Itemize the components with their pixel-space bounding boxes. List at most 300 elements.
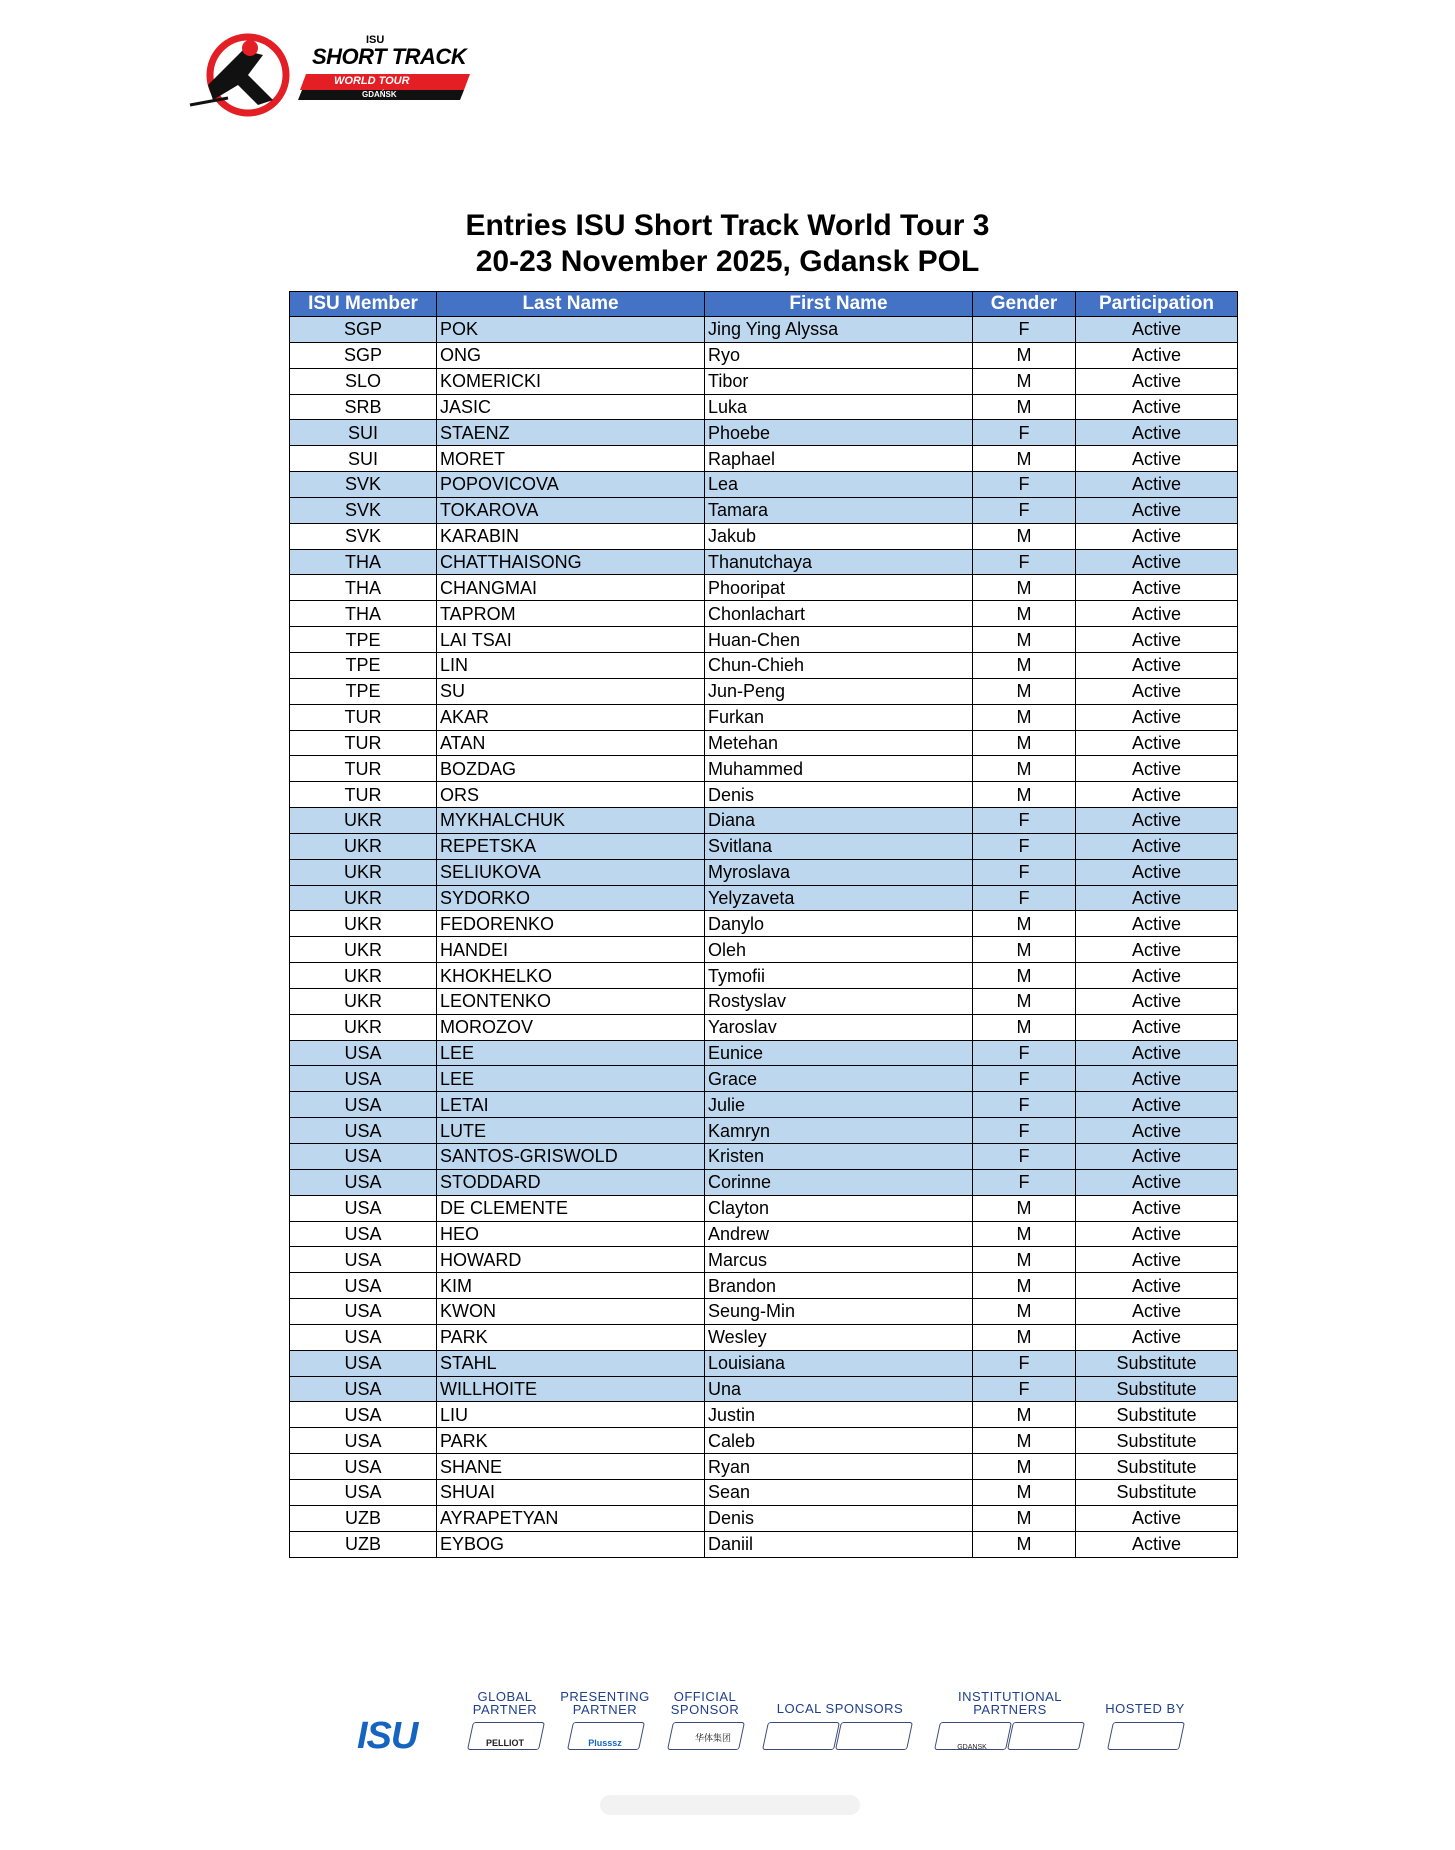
table-row: [290, 1014, 1238, 1040]
cell-participation: Active: [1076, 1092, 1238, 1118]
cell-isu-member: UKR: [290, 808, 437, 834]
table-row: [290, 1195, 1238, 1221]
cell-participation: Active: [1076, 1505, 1238, 1531]
cell-last-name: SELIUKOVA: [437, 859, 705, 885]
plusssz-text: Plusssz: [588, 1738, 622, 1748]
cell-last-name: HEO: [437, 1221, 705, 1247]
cell-participation: Active: [1076, 523, 1238, 549]
cell-participation: Active: [1076, 1066, 1238, 1092]
cell-first-name: Andrew: [705, 1221, 973, 1247]
document-title: [0, 208, 1455, 280]
cell-first-name: Oleh: [705, 937, 973, 963]
table-row: [290, 1376, 1238, 1402]
cell-participation: Active: [1076, 317, 1238, 343]
table-row: [290, 652, 1238, 678]
presenting-partner-label: PRESENTING PARTNER: [560, 1689, 650, 1717]
table-row: [290, 1273, 1238, 1299]
cell-last-name: STAENZ: [437, 420, 705, 446]
cell-participation: Active: [1076, 472, 1238, 498]
cell-isu-member: SRB: [290, 394, 437, 420]
cell-first-name: Kamryn: [705, 1118, 973, 1144]
table-row: [290, 1324, 1238, 1350]
header-isu-member: ISU Member: [290, 292, 437, 317]
host-logo: [1107, 1722, 1185, 1750]
cell-gender: M: [973, 1479, 1076, 1505]
cell-gender: M: [973, 627, 1076, 653]
cell-isu-member: TUR: [290, 730, 437, 756]
cell-participation: Active: [1076, 678, 1238, 704]
cell-first-name: Tamara: [705, 497, 973, 523]
cell-first-name: Chun-Chieh: [705, 652, 973, 678]
cell-first-name: Louisiana: [705, 1350, 973, 1376]
cell-first-name: Raphael: [705, 446, 973, 472]
cell-isu-member: SGP: [290, 342, 437, 368]
cell-isu-member: THA: [290, 575, 437, 601]
cell-first-name: Eunice: [705, 1040, 973, 1066]
cell-participation: Active: [1076, 342, 1238, 368]
cell-last-name: JASIC: [437, 394, 705, 420]
cell-isu-member: TPE: [290, 652, 437, 678]
cell-participation: Active: [1076, 730, 1238, 756]
cell-gender: F: [973, 859, 1076, 885]
cell-participation: Active: [1076, 368, 1238, 394]
cell-isu-member: USA: [290, 1376, 437, 1402]
table-row: [290, 1092, 1238, 1118]
cell-last-name: HANDEI: [437, 937, 705, 963]
cell-first-name: Caleb: [705, 1428, 973, 1454]
title-line-2: 20-23 November 2025, Gdansk POL: [475, 245, 980, 278]
cell-participation: Active: [1076, 1221, 1238, 1247]
cell-participation: Active: [1076, 1195, 1238, 1221]
cell-participation: Active: [1076, 1040, 1238, 1066]
table-row: [290, 988, 1238, 1014]
cell-last-name: LIN: [437, 652, 705, 678]
cell-gender: M: [973, 1299, 1076, 1325]
cell-isu-member: TPE: [290, 627, 437, 653]
cell-participation: Substitute: [1076, 1402, 1238, 1428]
table-row: [290, 446, 1238, 472]
cell-last-name: SHANE: [437, 1454, 705, 1480]
cell-gender: M: [973, 368, 1076, 394]
cell-first-name: Marcus: [705, 1247, 973, 1273]
cell-gender: F: [973, 1040, 1076, 1066]
cell-last-name: TAPROM: [437, 601, 705, 627]
table-row: [290, 1505, 1238, 1531]
cell-isu-member: SVK: [290, 497, 437, 523]
cell-first-name: Julie: [705, 1092, 973, 1118]
cell-first-name: Seung-Min: [705, 1299, 973, 1325]
cell-participation: Substitute: [1076, 1428, 1238, 1454]
header-first-name: First Name: [705, 292, 973, 317]
cell-gender: F: [973, 420, 1076, 446]
cell-gender: F: [973, 808, 1076, 834]
table-row: [290, 678, 1238, 704]
cell-first-name: Una: [705, 1376, 973, 1402]
cell-last-name: POK: [437, 317, 705, 343]
cell-last-name: BOZDAG: [437, 756, 705, 782]
cell-gender: M: [973, 342, 1076, 368]
cell-isu-member: USA: [290, 1118, 437, 1144]
cell-participation: Active: [1076, 859, 1238, 885]
cell-last-name: ONG: [437, 342, 705, 368]
cell-participation: Active: [1076, 394, 1238, 420]
cell-isu-member: UKR: [290, 937, 437, 963]
cell-isu-member: UKR: [290, 859, 437, 885]
institutional-partners-label: INSTITUTIONAL PARTNERS: [957, 1689, 1062, 1717]
cell-participation: Active: [1076, 420, 1238, 446]
table-row: [290, 627, 1238, 653]
cell-isu-member: THA: [290, 601, 437, 627]
cell-participation: Active: [1076, 756, 1238, 782]
cell-isu-member: USA: [290, 1454, 437, 1480]
cell-last-name: DE CLEMENTE: [437, 1195, 705, 1221]
cell-last-name: LEE: [437, 1066, 705, 1092]
cell-participation: Active: [1076, 1531, 1238, 1557]
local-sponsor-2-logo: [835, 1722, 913, 1750]
cell-last-name: POPOVICOVA: [437, 472, 705, 498]
local-sponsor-1-logo: [762, 1722, 840, 1750]
cell-first-name: Muhammed: [705, 756, 973, 782]
table-row: [290, 1040, 1238, 1066]
cell-gender: M: [973, 1247, 1076, 1273]
cell-participation: Active: [1076, 575, 1238, 601]
cell-last-name: KOMERICKI: [437, 368, 705, 394]
cell-last-name: AYRAPETYAN: [437, 1505, 705, 1531]
cell-gender: F: [973, 497, 1076, 523]
cell-first-name: Brandon: [705, 1273, 973, 1299]
cell-gender: F: [973, 472, 1076, 498]
cell-participation: Substitute: [1076, 1479, 1238, 1505]
cell-gender: M: [973, 1195, 1076, 1221]
cell-isu-member: USA: [290, 1428, 437, 1454]
header-participation: Participation: [1076, 292, 1238, 317]
cell-gender: F: [973, 1350, 1076, 1376]
cell-first-name: Denis: [705, 1505, 973, 1531]
cell-first-name: Kristen: [705, 1144, 973, 1170]
cell-first-name: Justin: [705, 1402, 973, 1428]
cell-last-name: LIU: [437, 1402, 705, 1428]
cell-isu-member: TUR: [290, 756, 437, 782]
table-row: [290, 1066, 1238, 1092]
cell-last-name: KIM: [437, 1273, 705, 1299]
cell-isu-member: USA: [290, 1169, 437, 1195]
table-row: [290, 1144, 1238, 1170]
cell-first-name: Sean: [705, 1479, 973, 1505]
cell-participation: Active: [1076, 704, 1238, 730]
local-sponsors-label: LOCAL SPONSORS: [776, 1701, 904, 1716]
table-row: [290, 782, 1238, 808]
cell-last-name: KARABIN: [437, 523, 705, 549]
cell-isu-member: UKR: [290, 885, 437, 911]
cell-participation: Substitute: [1076, 1376, 1238, 1402]
cell-first-name: Myroslava: [705, 859, 973, 885]
table-row: [290, 1531, 1238, 1557]
cell-gender: F: [973, 1169, 1076, 1195]
cell-first-name: Tymofii: [705, 963, 973, 989]
cell-isu-member: TUR: [290, 704, 437, 730]
cell-isu-member: THA: [290, 549, 437, 575]
cell-last-name: SYDORKO: [437, 885, 705, 911]
cell-participation: Active: [1076, 1299, 1238, 1325]
cell-isu-member: USA: [290, 1299, 437, 1325]
cell-gender: F: [973, 885, 1076, 911]
pelliot-text: PELLIOT: [486, 1738, 524, 1748]
ministry-logo: [1007, 1722, 1085, 1750]
cell-last-name: SANTOS-GRISWOLD: [437, 1144, 705, 1170]
cell-last-name: MYKHALCHUK: [437, 808, 705, 834]
cell-first-name: Grace: [705, 1066, 973, 1092]
cell-isu-member: USA: [290, 1350, 437, 1376]
short-track-logo: [188, 30, 473, 120]
cell-first-name: Rostyslav: [705, 988, 973, 1014]
table-row: [290, 342, 1238, 368]
cell-participation: Active: [1076, 601, 1238, 627]
cell-gender: F: [973, 1092, 1076, 1118]
cell-gender: M: [973, 575, 1076, 601]
cell-first-name: Phoebe: [705, 420, 973, 446]
cell-gender: F: [973, 1066, 1076, 1092]
cell-participation: Active: [1076, 885, 1238, 911]
cell-first-name: Danylo: [705, 911, 973, 937]
cell-first-name: Yelyzaveta: [705, 885, 973, 911]
cell-first-name: Daniil: [705, 1531, 973, 1557]
cell-first-name: Tibor: [705, 368, 973, 394]
cell-gender: M: [973, 1324, 1076, 1350]
cell-isu-member: SVK: [290, 472, 437, 498]
cell-isu-member: USA: [290, 1402, 437, 1428]
logo-gdansk-text: GDAŃSK: [362, 90, 397, 99]
cell-first-name: Lea: [705, 472, 973, 498]
cell-first-name: Furkan: [705, 704, 973, 730]
cell-first-name: Ryan: [705, 1454, 973, 1480]
cell-isu-member: USA: [290, 1247, 437, 1273]
cell-isu-member: UKR: [290, 1014, 437, 1040]
cell-first-name: Phooripat: [705, 575, 973, 601]
cell-gender: M: [973, 988, 1076, 1014]
cell-last-name: PARK: [437, 1324, 705, 1350]
logo-world-tour-text: WORLD TOUR: [334, 75, 410, 87]
cell-participation: Substitute: [1076, 1454, 1238, 1480]
cell-last-name: FEDORENKO: [437, 911, 705, 937]
cell-participation: Active: [1076, 782, 1238, 808]
cell-last-name: SHUAI: [437, 1479, 705, 1505]
cell-gender: M: [973, 1531, 1076, 1557]
cell-isu-member: SUI: [290, 446, 437, 472]
title-line-1: Entries ISU Short Track World Tour 3: [465, 209, 990, 242]
cell-participation: Active: [1076, 911, 1238, 937]
global-partner-label: GLOBAL PARTNER: [472, 1689, 538, 1717]
cell-gender: M: [973, 1273, 1076, 1299]
cell-participation: Active: [1076, 988, 1238, 1014]
table-row: [290, 1402, 1238, 1428]
cell-first-name: Metehan: [705, 730, 973, 756]
table-row: [290, 963, 1238, 989]
cell-participation: Active: [1076, 1273, 1238, 1299]
cell-participation: Active: [1076, 1324, 1238, 1350]
cell-gender: M: [973, 394, 1076, 420]
cell-gender: M: [973, 1221, 1076, 1247]
cell-participation: Active: [1076, 652, 1238, 678]
cell-isu-member: USA: [290, 1092, 437, 1118]
table-row: [290, 368, 1238, 394]
cell-first-name: Thanutchaya: [705, 549, 973, 575]
cell-participation: Active: [1076, 1169, 1238, 1195]
table-row: [290, 1479, 1238, 1505]
cell-last-name: PARK: [437, 1428, 705, 1454]
cell-participation: Active: [1076, 937, 1238, 963]
cell-first-name: Yaroslav: [705, 1014, 973, 1040]
cell-participation: Active: [1076, 549, 1238, 575]
table-header-row: [290, 292, 1238, 317]
table-row: [290, 575, 1238, 601]
cell-isu-member: USA: [290, 1195, 437, 1221]
table-row: [290, 1169, 1238, 1195]
logo-isu-text: ISU: [366, 34, 385, 46]
table-row: [290, 1118, 1238, 1144]
cell-gender: M: [973, 601, 1076, 627]
logo-short-track-text: SHORT TRACK: [312, 44, 467, 69]
cell-isu-member: UKR: [290, 833, 437, 859]
cell-last-name: STODDARD: [437, 1169, 705, 1195]
cell-last-name: CHANGMAI: [437, 575, 705, 601]
cell-gender: F: [973, 1118, 1076, 1144]
table-row: [290, 472, 1238, 498]
cell-last-name: STAHL: [437, 1350, 705, 1376]
cell-first-name: Luka: [705, 394, 973, 420]
cell-first-name: Jing Ying Alyssa: [705, 317, 973, 343]
cell-first-name: Chonlachart: [705, 601, 973, 627]
table-row: [290, 1454, 1238, 1480]
table-row: [290, 885, 1238, 911]
cell-gender: M: [973, 937, 1076, 963]
hosted-by-label: HOSTED BY: [1105, 1701, 1185, 1716]
watermark-icon: [600, 1790, 860, 1820]
table-row: [290, 601, 1238, 627]
isu-logo: ISU: [357, 1715, 418, 1757]
cell-last-name: LETAI: [437, 1092, 705, 1118]
table-row: [290, 1428, 1238, 1454]
cell-gender: F: [973, 317, 1076, 343]
cell-participation: Active: [1076, 833, 1238, 859]
cell-last-name: REPETSKA: [437, 833, 705, 859]
cell-last-name: AKAR: [437, 704, 705, 730]
cell-last-name: MOROZOV: [437, 1014, 705, 1040]
cell-participation: Active: [1076, 627, 1238, 653]
table-row: [290, 1299, 1238, 1325]
cell-first-name: Denis: [705, 782, 973, 808]
cell-last-name: LUTE: [437, 1118, 705, 1144]
cell-gender: F: [973, 549, 1076, 575]
table-row: [290, 497, 1238, 523]
cell-first-name: Clayton: [705, 1195, 973, 1221]
cell-participation: Active: [1076, 446, 1238, 472]
cell-gender: M: [973, 782, 1076, 808]
cell-last-name: LEE: [437, 1040, 705, 1066]
cell-first-name: Corinne: [705, 1169, 973, 1195]
table-row: [290, 1350, 1238, 1376]
cell-gender: M: [973, 446, 1076, 472]
cell-last-name: KWON: [437, 1299, 705, 1325]
official-sponsor-label: OFFICIAL SPONSOR: [670, 1689, 740, 1717]
cell-gender: F: [973, 1376, 1076, 1402]
cell-participation: Active: [1076, 1144, 1238, 1170]
cell-last-name: CHATTHAISONG: [437, 549, 705, 575]
cell-gender: M: [973, 963, 1076, 989]
cell-last-name: LAI TSAI: [437, 627, 705, 653]
header-last-name: Last Name: [437, 292, 705, 317]
cell-participation: Active: [1076, 1014, 1238, 1040]
cell-gender: F: [973, 1144, 1076, 1170]
cell-gender: M: [973, 1428, 1076, 1454]
table-row: [290, 911, 1238, 937]
table-body: [290, 317, 1238, 1558]
official-sponsor-text: 华体集团: [694, 1733, 731, 1743]
cell-participation: Substitute: [1076, 1350, 1238, 1376]
gdansk-text: GDANSK: [957, 1744, 987, 1751]
cell-isu-member: UKR: [290, 988, 437, 1014]
cell-last-name: KHOKHELKO: [437, 963, 705, 989]
cell-last-name: ORS: [437, 782, 705, 808]
cell-gender: M: [973, 523, 1076, 549]
header-gender: Gender: [973, 292, 1076, 317]
cell-gender: M: [973, 1014, 1076, 1040]
cell-gender: M: [973, 678, 1076, 704]
table-row: [290, 730, 1238, 756]
table-row: [290, 833, 1238, 859]
cell-isu-member: USA: [290, 1273, 437, 1299]
cell-isu-member: USA: [290, 1324, 437, 1350]
cell-gender: M: [973, 730, 1076, 756]
cell-last-name: MORET: [437, 446, 705, 472]
table-row: [290, 1247, 1238, 1273]
table-row: [290, 756, 1238, 782]
table-row: [290, 937, 1238, 963]
cell-last-name: HOWARD: [437, 1247, 705, 1273]
table-row: [290, 523, 1238, 549]
cell-gender: M: [973, 1402, 1076, 1428]
entries-table: [289, 291, 1238, 1558]
cell-isu-member: USA: [290, 1144, 437, 1170]
cell-gender: M: [973, 756, 1076, 782]
cell-first-name: Wesley: [705, 1324, 973, 1350]
cell-isu-member: USA: [290, 1221, 437, 1247]
cell-participation: Active: [1076, 497, 1238, 523]
cell-isu-member: UKR: [290, 911, 437, 937]
cell-gender: M: [973, 1505, 1076, 1531]
cell-first-name: Huan-Chen: [705, 627, 973, 653]
cell-first-name: Ryo: [705, 342, 973, 368]
cell-last-name: LEONTENKO: [437, 988, 705, 1014]
table-row: [290, 704, 1238, 730]
cell-first-name: Diana: [705, 808, 973, 834]
cell-gender: M: [973, 652, 1076, 678]
table-row: [290, 549, 1238, 575]
cell-isu-member: USA: [290, 1479, 437, 1505]
cell-last-name: EYBOG: [437, 1531, 705, 1557]
cell-first-name: Jun-Peng: [705, 678, 973, 704]
cell-gender: M: [973, 911, 1076, 937]
cell-isu-member: UKR: [290, 963, 437, 989]
cell-isu-member: SUI: [290, 420, 437, 446]
cell-participation: Active: [1076, 1247, 1238, 1273]
cell-isu-member: SVK: [290, 523, 437, 549]
table-row: [290, 394, 1238, 420]
table-row: [290, 420, 1238, 446]
cell-participation: Active: [1076, 808, 1238, 834]
cell-last-name: WILLHOITE: [437, 1376, 705, 1402]
cell-first-name: Svitlana: [705, 833, 973, 859]
cell-last-name: ATAN: [437, 730, 705, 756]
